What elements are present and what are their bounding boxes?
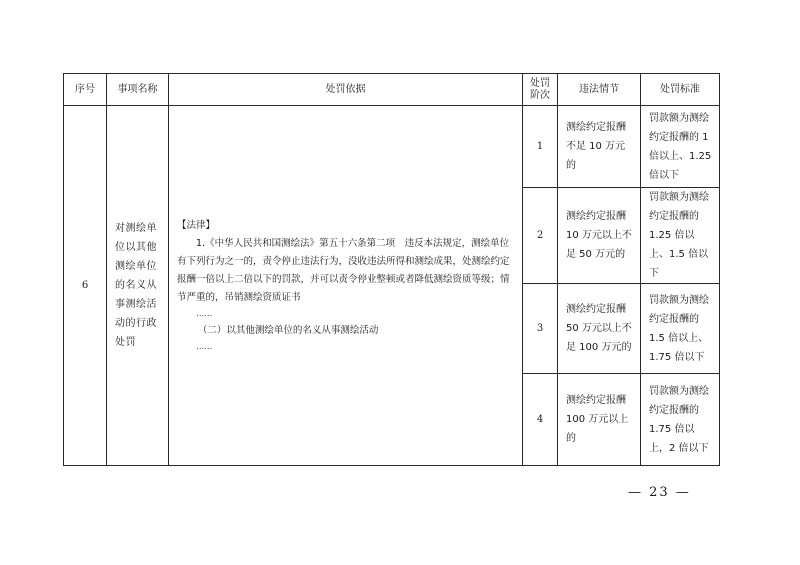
basis-paragraph: 1.《中华人民共和国测绘法》第五十六条第二项 违反本法规定，测绘单位有下列行为之一的，责令停止违法行为，没收违法所得和测绘成果，处测绘约定报酬一倍以上二倍以下的罚款，并可以责令停业整顿或者降低测绘资质等级；情节严重的，吊销测绘资质证书 <box>177 238 510 304</box>
header-violation: 违法情节 <box>558 74 641 106</box>
stage-number: 4 <box>523 374 558 466</box>
stage-number: 2 <box>523 188 558 284</box>
violation-description: 测绘约定报酬100 万元以上的 <box>558 374 641 466</box>
header-standard: 处罚标准 <box>641 74 720 106</box>
header-stage-label: 处罚阶次 <box>530 77 550 101</box>
violation-description: 测绘约定报酬 50 万元以上不足 100 万元的 <box>558 284 641 374</box>
penalty-standard: 罚款额为测绘约定报酬的 1.5 倍以上、1.75 倍以下 <box>641 284 720 374</box>
penalty-basis <box>169 106 523 466</box>
stage-number: 1 <box>523 106 558 188</box>
penalty-standard: 罚款额为测绘约定报酬的 1 倍以上、1.25 倍以下 <box>641 106 720 188</box>
table-row <box>64 106 720 188</box>
basis-ellipsis: …… <box>196 309 213 319</box>
basis-heading: 【法律】 <box>177 219 216 231</box>
header-stage <box>523 74 558 106</box>
header-basis: 处罚依据 <box>169 74 523 106</box>
table-header-row <box>64 74 720 106</box>
header-seq: 序号 <box>64 74 107 106</box>
penalty-table <box>63 73 720 466</box>
stage-number: 3 <box>523 284 558 374</box>
header-item-name: 事项名称 <box>107 74 169 106</box>
item-name: 对测绘单位以其他测绘单位的名义从事测绘活动的行政处罚 <box>107 106 169 466</box>
item-seq: 6 <box>64 106 107 466</box>
penalty-standard: 罚款额为测绘约定报酬的 1.75 倍以上，2 倍以下 <box>641 374 720 466</box>
page-number: — 23 — <box>628 485 691 500</box>
basis-ellipsis: …… <box>196 341 213 351</box>
basis-item: （二）以其他测绘单位的名义从事测绘活动 <box>197 324 379 336</box>
penalty-standard: 罚款额为测绘约定报酬的 1.25 倍以上、1.5 倍以下 <box>641 188 720 284</box>
violation-description: 测绘约定报酬 10 万元以上不足 50 万元的 <box>558 188 641 284</box>
violation-description: 测绘约定报酬不足 10 万元的 <box>558 106 641 188</box>
